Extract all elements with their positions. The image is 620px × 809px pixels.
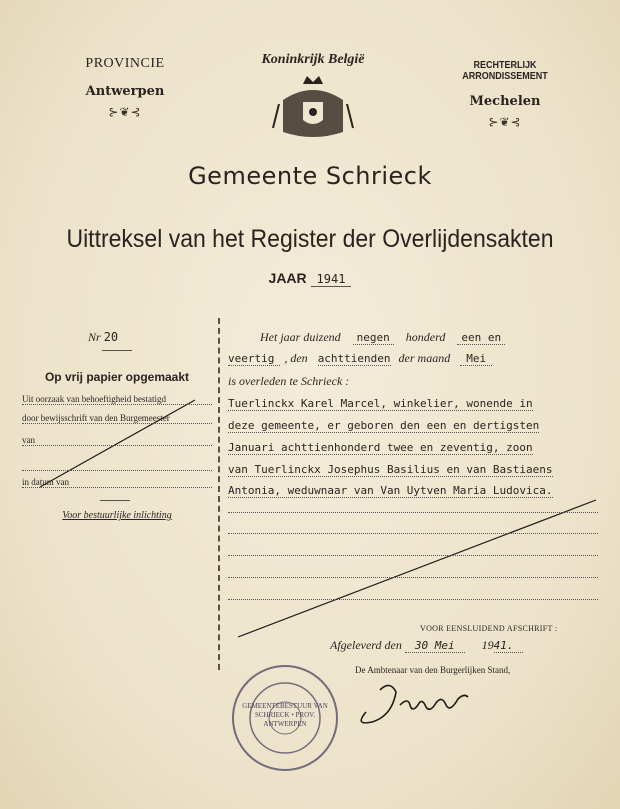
number-rule: [102, 350, 132, 351]
ornament-icon: ⊱❦⊰: [488, 115, 522, 129]
left-line-2: door bewijsschrift van den Burgemeester: [22, 413, 212, 424]
year-value: 1941: [311, 272, 352, 287]
body-text: is overleden te Schrieck :: [228, 374, 350, 388]
number-label: Nr: [88, 330, 101, 344]
delivered-year-prefix: 19: [481, 638, 494, 652]
left-line-1: Uit oorzaak van behoeftigheid bestatigd: [22, 394, 212, 405]
body-typed: deze gemeente, er geboren den een en dertigsten: [228, 419, 540, 432]
blank-line: [228, 555, 598, 556]
delivered-day: 30 Mei: [405, 639, 465, 653]
body-typed-line: [228, 460, 598, 477]
blank-line: [228, 512, 598, 513]
delivered-line: [330, 638, 523, 653]
body-typed: van Tuerlinckx Josephus Basilius en van Bastiaens: [228, 463, 553, 476]
body-typed-line: [228, 416, 598, 433]
blank-line: [228, 599, 598, 600]
body-text: Het jaar duizend: [260, 330, 341, 344]
left-rule: [100, 500, 130, 501]
left-line-4: [22, 458, 212, 471]
body-line-3: [228, 372, 598, 389]
body-typed: een en: [457, 331, 505, 345]
body-typed: Tuerlinckx Karel Marcel, winkelier, wonende in: [228, 397, 533, 410]
body-typed-line: [228, 438, 598, 455]
signature-icon: [361, 685, 468, 722]
body-typed-line: [228, 481, 598, 498]
province-label: PROVINCIE: [85, 56, 165, 71]
record-number: [88, 330, 118, 345]
column-divider: [218, 318, 220, 670]
province-value: Antwerpen: [85, 84, 165, 99]
delivered-year: 41.: [494, 639, 524, 653]
body-text: , den: [284, 351, 308, 365]
body-typed: Antonia, weduwnaar van Van Uytven Maria Ludovica.: [228, 484, 553, 497]
year-line: [0, 270, 620, 286]
stamp-text: GEMEENTEBESTUUR VAN SCHRIECK • PROV. ANTWERPEN: [242, 702, 328, 728]
kingdom-title: Koninkrijk België: [261, 52, 365, 67]
blank-line: [228, 577, 598, 578]
delivered-label: Afgeleverd den: [330, 638, 402, 652]
left-line-5: in datum van: [22, 477, 212, 488]
body-typed: Januari achttienhonderd twee en zeventig, zoon: [228, 441, 533, 454]
left-heading: Op vrij papier opgemaakt: [44, 370, 190, 384]
body-typed: achttienden: [317, 352, 391, 365]
left-line-3: van: [22, 435, 212, 446]
official-label: De Ambtenaar van den Burgerlijken Stand,: [355, 665, 511, 675]
ornament-icon: ⊱❦⊰: [108, 105, 142, 119]
body-text: der maand: [398, 351, 451, 365]
body-typed-line: [228, 394, 598, 411]
conform-label: VOOR EENSLUIDEND AFSCHRIFT :: [420, 624, 558, 633]
body-typed: Mei: [460, 352, 492, 366]
body-line-1: [228, 328, 598, 345]
year-label: JAAR: [268, 270, 307, 286]
coat-of-arms-icon: [273, 76, 353, 137]
body-typed: negen: [353, 331, 394, 345]
body-line-2: [228, 349, 598, 366]
district-label: RECHTERLIJK ARRONDISSEMENT: [462, 60, 548, 82]
municipality-title: Gemeente Schrieck: [188, 162, 432, 190]
register-title: Uittreksel van het Register der Overlijdensakten: [66, 225, 554, 253]
blank-line: [228, 533, 598, 534]
body-typed: veertig: [228, 352, 280, 366]
left-footer: Voor bestuurlijke inlichting: [62, 510, 172, 521]
district-value: Mechelen: [469, 94, 541, 109]
right-cancel-stroke: [238, 500, 596, 637]
body-text: honderd: [405, 330, 446, 344]
number-value: 20: [103, 330, 119, 344]
